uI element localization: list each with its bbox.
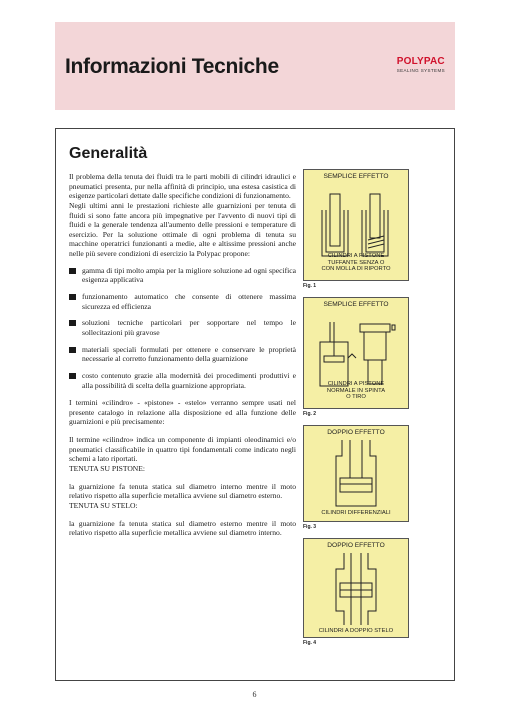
piston-seal-heading: TENUTA SU PISTONE:	[69, 464, 146, 474]
logo-name: POLYPAC	[396, 56, 445, 67]
page-number: 6	[252, 690, 257, 699]
figure-caption	[306, 381, 406, 401]
cylinder-definition: Il termine «cilindro» indica un componente di impianti oleodinamici e/o pneumatici classificabile in quattro tipi fondamentali come indicato negli schemi a lato riportati.	[69, 435, 296, 464]
figure-caption	[306, 253, 406, 273]
content-frame	[55, 128, 455, 681]
figure-caption-line: CON MOLLA DI RIPORTO	[321, 266, 391, 273]
figure-title: DOPPIO EFFETTO	[327, 429, 385, 436]
bullet-square-icon	[69, 268, 76, 274]
bullet-text: gamma di tipi molto ampia per la migliore soluzione ad ogni specifica esigenza applicativa	[82, 265, 296, 285]
bullet-item	[69, 318, 296, 337]
rod-seal-text: la guarnizione fa tenuta statica sul diametro esterno mentre il moto relativo rispetto alla superficie metallica avviene sul diametro interno.	[69, 518, 296, 538]
bullet-square-icon	[69, 373, 76, 379]
figures-column	[303, 169, 413, 654]
figure-caption-line: NORMALE IN SPINTA	[326, 387, 386, 394]
figure-label: Fig. 1	[303, 283, 317, 289]
intro-paragraph-1: Il problema della tenuta dei fluidi tra le parti mobili di cilindri idraulici e pneumatici presenta, pur nella affinità di principio, una estesa casistica di esigenze particolari dettate dalle specifiche condizioni di funzionamento.	[69, 172, 296, 201]
rod-seal-heading: TENUTA SU STELO:	[69, 500, 138, 510]
figure-caption: CILINDRI DIFFERENZIALI	[321, 510, 391, 516]
logo-tagline: SEALING SYSTEMS	[396, 68, 445, 73]
figure-label: Fig. 2	[303, 411, 317, 417]
figure-caption-line: CILINDRI A PISTONE	[327, 381, 385, 387]
figure-label: Fig. 3	[303, 524, 317, 530]
terms-paragraph: I termini «cilindro» - «pistone» - «stelo» verranno sempre usati nel presente catalogo in relazione alla disposizione ed alla funzione delle guarnizioni e più precisamente:	[69, 398, 296, 427]
bullet-text: funzionamento automatico che consente di ottenere massima sicurezza ed efficienza	[82, 292, 296, 311]
bullet-item	[69, 345, 296, 364]
piston-seal-text: la guarnizione fa tenuta statica sul diametro interno mentre il moto relativo rispetto alla superficie metallica avviene sul diametro esterno.	[69, 481, 296, 501]
figure-caption-line: TUFFANTE SENZA O	[327, 259, 385, 266]
figure-caption: CILINDRI A DOPPIO STELO	[318, 628, 394, 634]
section-title: Generalità	[69, 145, 148, 162]
body-text-column	[69, 172, 296, 538]
figure-1	[303, 169, 409, 281]
figure-label: Fig. 4	[303, 640, 317, 646]
header-banner	[55, 22, 455, 110]
double-acting-differential-diagram	[304, 426, 408, 522]
figure-2	[303, 297, 409, 409]
figure-title: SEMPLICE EFFETTO	[323, 173, 389, 180]
double-rod-cylinder-diagram	[304, 539, 408, 637]
figure-title: SEMPLICE EFFETTO	[323, 301, 389, 308]
figure-4	[303, 538, 409, 638]
figure-title: DOPPIO EFFETTO	[327, 542, 385, 549]
bullet-item	[69, 371, 296, 390]
bullet-square-icon	[69, 320, 76, 326]
figure-caption-line: CILINDRI A PISTONE	[327, 253, 385, 259]
bullet-item	[69, 292, 296, 311]
intro-paragraph-2: Negli ultimi anni le prestazioni richieste alle guarnizioni per tenuta di fluidi si sono fatte ancora più impegnative per l'avvento di nuovi tipi di fluidi e la generale tendenza all'aumento delle pressioni e temperature di esercizio. Per la soluzione ottimale di ogni problema di tenuta su macchine operatrici funzionanti a medie, alte e altissime pressioni anche nelle più severe condizioni di esercizio la Polypac propone:	[69, 200, 296, 259]
bullet-item	[69, 266, 296, 285]
page-title: Informazioni Tecniche	[65, 55, 279, 78]
bullet-square-icon	[69, 294, 76, 300]
bullet-square-icon	[69, 347, 76, 353]
bullet-text: costo contenuto grazie alla modernità dei procedimenti produttivi e alla possibilità di scelta della guarnizione appropriata.	[82, 370, 296, 390]
figure-3	[303, 425, 409, 522]
bullet-text: soluzioni tecniche particolari per sopportare nel tempo le sollecitazioni più gravose	[82, 318, 296, 337]
bullet-text: materiali speciali formulati per ottenere e conservare le proprietà necessarie al corretto funzionamento della guarnizione	[82, 344, 296, 364]
polypac-logo	[397, 56, 445, 73]
figure-caption-line: O TIRO	[346, 394, 366, 401]
